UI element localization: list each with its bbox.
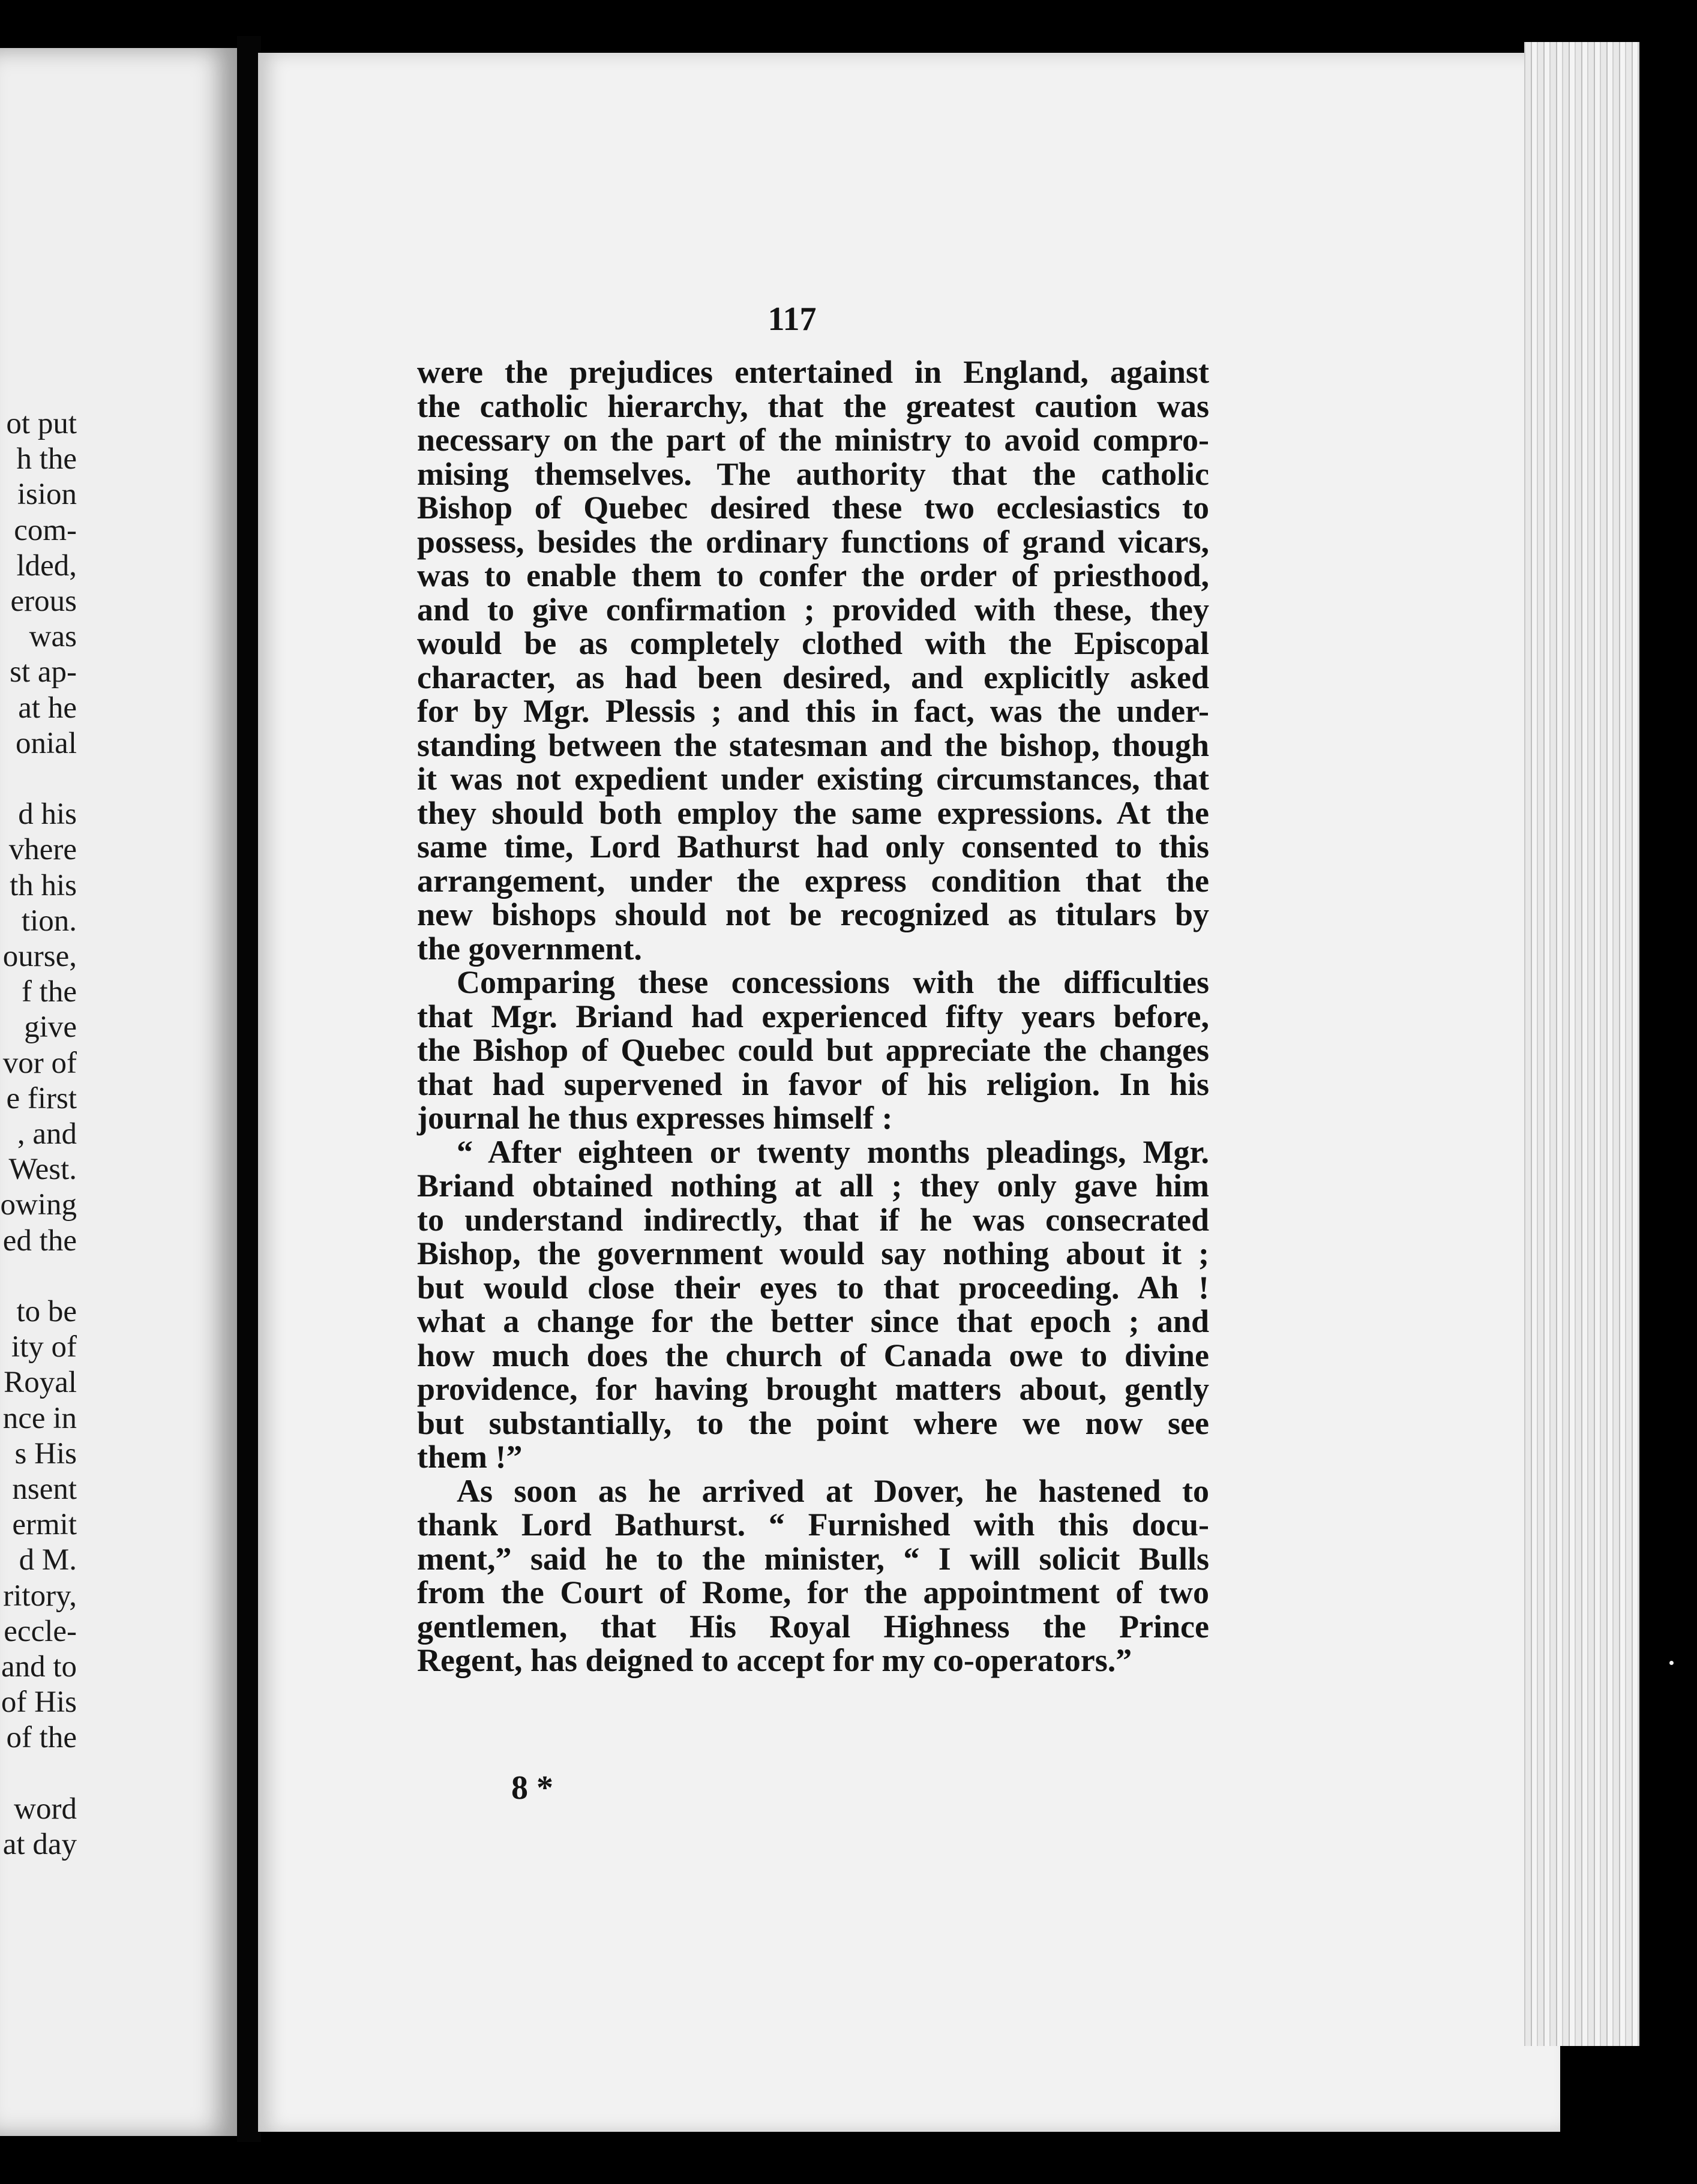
left-page-line: ed the: [2, 1223, 77, 1258]
left-page-line: ot put: [6, 407, 77, 440]
left-page-line: e first: [6, 1081, 77, 1115]
book-gutter: [237, 36, 261, 2142]
left-page-line: was: [29, 620, 77, 654]
left-page-line: h the: [16, 442, 77, 476]
left-page-line: , and: [17, 1117, 77, 1151]
left-page: [0, 48, 237, 2136]
signature-mark: 8 *: [511, 1769, 553, 1807]
left-page-line: owing: [0, 1188, 77, 1222]
left-page-line: lded,: [16, 548, 77, 583]
body-text: [417, 355, 1209, 1678]
text-line: same time, Lord Bathurst had only consented to this: [417, 829, 1209, 865]
paragraph: [417, 1135, 1209, 1474]
left-page-text-fragments: [0, 407, 77, 1871]
page-number: 117: [767, 301, 817, 338]
text-line: Briand obtained nothing at all ; they only gave him: [417, 1168, 1209, 1204]
left-page-line: give: [24, 1010, 77, 1045]
left-page-line: nsent: [12, 1472, 77, 1506]
left-page-line: com-: [14, 513, 77, 547]
text-line: from the Court of Rome, for the appointment of two: [417, 1574, 1209, 1610]
text-line: how much does the church of Canada owe to divine: [417, 1337, 1209, 1373]
left-page-line: ity of: [11, 1330, 77, 1364]
text-line: possess, besides the ordinary functions of grand vicars,: [417, 523, 1209, 560]
text-line: new bishops should not be recognized as titulars by: [417, 896, 1209, 932]
text-line: that Mgr. Briand had experienced fifty years before,: [417, 998, 1209, 1034]
text-line: “ After eighteen or twenty months pleadings, Mgr.: [457, 1133, 1209, 1170]
text-line: were the prejudices entertained in England, against: [417, 354, 1209, 390]
left-page-line: th his: [10, 868, 77, 902]
left-page-line: eccle-: [4, 1614, 77, 1648]
text-line: but substantially, to the point where we now see: [417, 1405, 1209, 1441]
left-page-line: Royal: [4, 1366, 77, 1400]
page-stack-edges: [1524, 42, 1639, 2046]
text-line: the government.: [417, 930, 642, 967]
text-line: Regent, has deigned to accept for my co-operators.”: [417, 1642, 1132, 1678]
text-line: thank Lord Bathurst. “ Furnished with this docu-: [417, 1507, 1209, 1543]
text-line: to understand indirectly, that if he was consecrated: [417, 1201, 1209, 1238]
text-line: what a change for the better since that epoch ; and: [417, 1303, 1209, 1339]
paragraph: [417, 965, 1209, 1135]
text-line: standing between the statesman and the bishop, though: [417, 727, 1209, 763]
paragraph: [417, 1474, 1209, 1678]
text-line: the catholic hierarchy, that the greatest caution was: [417, 388, 1209, 424]
left-page-line: West.: [8, 1153, 77, 1187]
text-line: for by Mgr. Plessis ; and this in fact, was the under-: [417, 693, 1209, 729]
text-line: them !”: [417, 1439, 523, 1475]
left-page-line: erous: [10, 584, 77, 618]
left-page-line: st ap-: [10, 655, 77, 689]
left-page-line: to be: [16, 1295, 77, 1328]
text-line: that had supervened in favor of his religion. In his: [417, 1066, 1209, 1102]
text-line: it was not expedient under existing circumstances, that: [417, 761, 1209, 797]
text-line: they should both employ the same expressions. At the: [417, 794, 1209, 831]
left-page-line: ourse,: [2, 940, 77, 973]
text-line: arrangement, under the express condition that the: [417, 862, 1209, 899]
text-line: character, as had been desired, and explicitly asked: [417, 659, 1209, 695]
text-line: providence, for having brought matters about, gently: [417, 1371, 1209, 1407]
left-page-line: vor of: [2, 1046, 77, 1080]
text-line: Bishop, the government would say nothing about it ;: [417, 1235, 1209, 1271]
text-line: Bishop of Quebec desired these two ecclesiastics to: [417, 490, 1209, 526]
left-page-line: word: [14, 1792, 77, 1826]
text-line: but would close their eyes to that proceeding. Ah !: [417, 1269, 1209, 1306]
text-line: mising themselves. The authority that the catholic: [417, 455, 1209, 492]
text-line: gentlemen, that His Royal Highness the Prince: [417, 1608, 1209, 1645]
left-page-line: f the: [21, 975, 77, 1009]
text-line: and to give confirmation ; provided with these, they: [417, 591, 1209, 628]
text-line: As soon as he arrived at Dover, he hastened to: [457, 1472, 1209, 1509]
left-page-line: vhere: [8, 833, 77, 867]
left-page-line: and to: [1, 1650, 77, 1684]
text-line: ment,” said he to the minister, “ I will solicit Bulls: [417, 1540, 1209, 1577]
left-page-line: of the: [6, 1721, 77, 1755]
paragraph: [417, 355, 1209, 965]
text-line: journal he thus expresses himself :: [417, 1100, 893, 1136]
text-line: necessary on the part of the ministry to avoid compro-: [417, 422, 1209, 458]
text-line: the Bishop of Quebec could but appreciate the changes: [417, 1032, 1209, 1068]
scan-speck: [1669, 1661, 1674, 1665]
left-page-line: ritory,: [3, 1579, 77, 1613]
left-page-line: d M.: [19, 1543, 77, 1577]
left-page-line: onial: [16, 726, 77, 760]
left-page-line: ermit: [12, 1508, 77, 1542]
left-page-line: s His: [14, 1436, 77, 1471]
left-page-line: d his: [18, 797, 77, 832]
left-page-line: ision: [17, 478, 77, 512]
text-line: Comparing these concessions with the difficulties: [457, 964, 1209, 1000]
left-page-line: nce in: [2, 1401, 77, 1435]
left-page-line: at day: [2, 1828, 77, 1861]
left-page-line: of His: [1, 1685, 77, 1720]
text-line: was to enable them to confer the order of priesthood,: [417, 557, 1209, 593]
left-page-line: tion.: [21, 904, 77, 938]
text-line: would be as completely clothed with the Episcopal: [417, 625, 1209, 661]
left-page-line: at he: [18, 691, 77, 725]
